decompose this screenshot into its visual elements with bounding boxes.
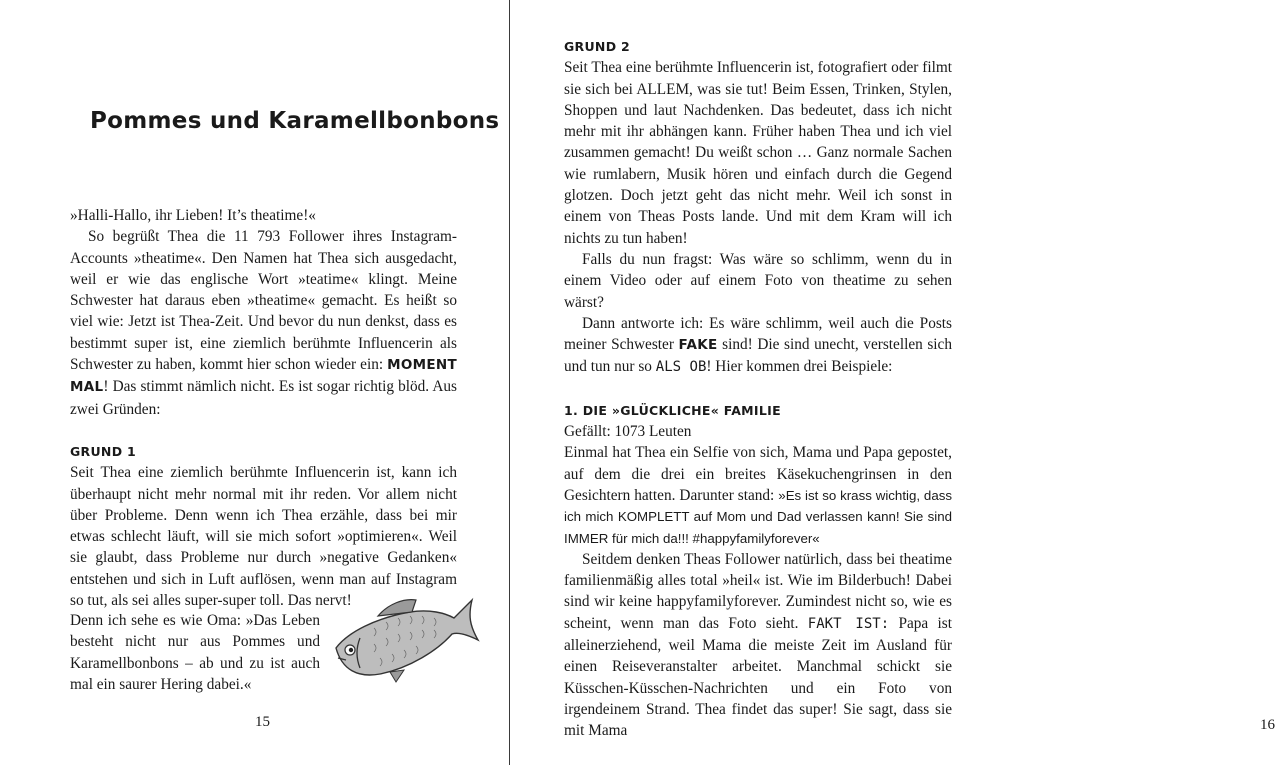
grund-2-paragraph: Seit Thea eine berühmte Influencerin ist, fotografiert oder filmt sie sich bei ALLEM, was sie tut! Beim Essen, Trinken, Stylen, Shoppen und laut Nachdenken. Das bedeutet, dass ich nicht mehr mit ihr abhängen kann. Früher haben Thea und ich viel zusammen gemacht! Du weißt schon … Ganz normale Sachen wie rumlabern, Musik hören und einfach durch die Gegend glotzen. Doch jetzt geht das nicht mehr. Weil ich sonst in einem von Theas Posts lande. Und mit dem Kram will ich nichts zu tun haben! <box>564 59 952 247</box>
grund-1-heading: GRUND 1 <box>70 443 137 459</box>
page-number-left: 15 <box>255 714 270 730</box>
dann-text-b: sind! Die sind unecht, verstellen sich und tun nur so <box>564 336 952 376</box>
als-ob-emphasis: ALS OB <box>655 359 707 376</box>
likes-count: Gefällt: 1073 Leuten <box>564 423 692 441</box>
oma-quote-paragraph: Denn ich sehe es wie Oma: »Das Leben besteht nicht nur aus Pommes und Karamellbonbons – ab und zu ist auch mal ein saurer Hering dabei.« <box>70 612 320 693</box>
paragraph-gap <box>70 420 457 441</box>
herring-fish-illustration <box>330 588 482 682</box>
right-page-body <box>564 36 952 742</box>
section-heading-family: 1. DIE »GLÜCKLICHE« FAMILIE <box>564 402 781 418</box>
grund-1-paragraph: Seit Thea eine ziemlich berühmte Influencerin ist, kann ich überhaupt nicht mehr normal mit ihr reden. Vor allem nicht über Probleme. Denn wenn ich Thea erzähle, dass bei mir etwas schlecht läuft, will sie mich sofort »optimieren«. Weil sie glaubt, dass Probleme nur durch »negative Gedanken« entstehen und sich in Luft auflösen, wenn man auf Instagram so tut, als sei alles super-super toll. Das nervt! <box>70 464 457 610</box>
selfie-text: Einmal hat Thea ein Selfie von sich, Mama und Papa gepostet, auf dem die drei ein breites Käsekuchengrinsen in den Gesichtern hatten. Darunter stand: <box>564 444 952 504</box>
selfie-paragraph <box>564 442 952 548</box>
dann-text-a: Dann antworte ich: Es wäre schlimm, weil auch die Posts meiner Schwester <box>564 314 952 354</box>
intro-text-a: So begrüßt Thea die 11 793 Follower ihres Instagram-Accounts »theatime«. Den Namen hat Thea sich ausgedacht, weil er wie das englische Wort »teatime« klingt. Meine Schwester hat daraus eben »theatime« gemacht. Es heißt so viel wie: Jetzt ist Thea-Zeit. Und bevor du nun denkst, dass es bestimmt super ist, eine ziemlich berühmte Influencerin als Schwester zu haben, kommt hier schon wieder ein: <box>70 228 457 374</box>
oma-quote-block <box>70 610 320 695</box>
fake-emphasis: FAKE <box>678 337 718 354</box>
moment-mal-emphasis: MOMENT MAL <box>70 357 457 396</box>
paragraph-gap <box>564 379 952 400</box>
fakt-ist-emphasis: FAKT IST: <box>807 615 890 632</box>
seitdem-text-a: Seitdem denken Theas Follower natürlich, dass bei theatime familienmäßig alles total »heil« ist. Wie im Bilderbuch! Dabei sind wir keine happyfamilyforever. Zumindest nicht so, wie es scheint, wenn man das Foto sieht. <box>564 550 952 632</box>
page-number-right: 16 <box>1260 717 1275 733</box>
intro-text-b: ! Das stimmt nämlich nicht. Es ist sogar richtig blöd. Aus zwei Gründen: <box>70 378 457 418</box>
dann-text-c: ! Hier kommen drei Beispiele: <box>706 358 893 376</box>
seitdem-paragraph <box>564 549 952 742</box>
greeting-line: »Halli-Hallo, ihr Lieben! It’s theatime!« <box>70 207 316 224</box>
dann-paragraph <box>564 313 952 379</box>
grund-2-heading: GRUND 2 <box>564 39 631 54</box>
chapter-title: Pommes und Karamellbonbons <box>90 108 500 134</box>
left-page <box>0 0 509 765</box>
intro-paragraph <box>70 226 457 420</box>
left-page-body <box>70 205 457 611</box>
falls-paragraph: Falls du nun fragst: Was wäre so schlimm, wenn du in einem Video oder auf einem Foto von theatime zu sehen wärst? <box>564 250 952 311</box>
post-caption: »Es ist so krass wichtig, dass ich mich KOMPLETT auf Mom und Dad verlassen kann! Sie sind IMMER für mich da!!! #happyfamilyforever« <box>564 487 953 546</box>
seitdem-text-b: Papa ist alleinerziehend, weil Mama die meiste Zeit im Ausland für einen Reiseveranstalter arbeitet. Manchmal schickt sie Küsschen-Küsschen-Nachrichten und ein Foto von irgendeinem Strand. Thea findet das super! Sie sagt, dass sie mit Mama <box>564 614 953 740</box>
